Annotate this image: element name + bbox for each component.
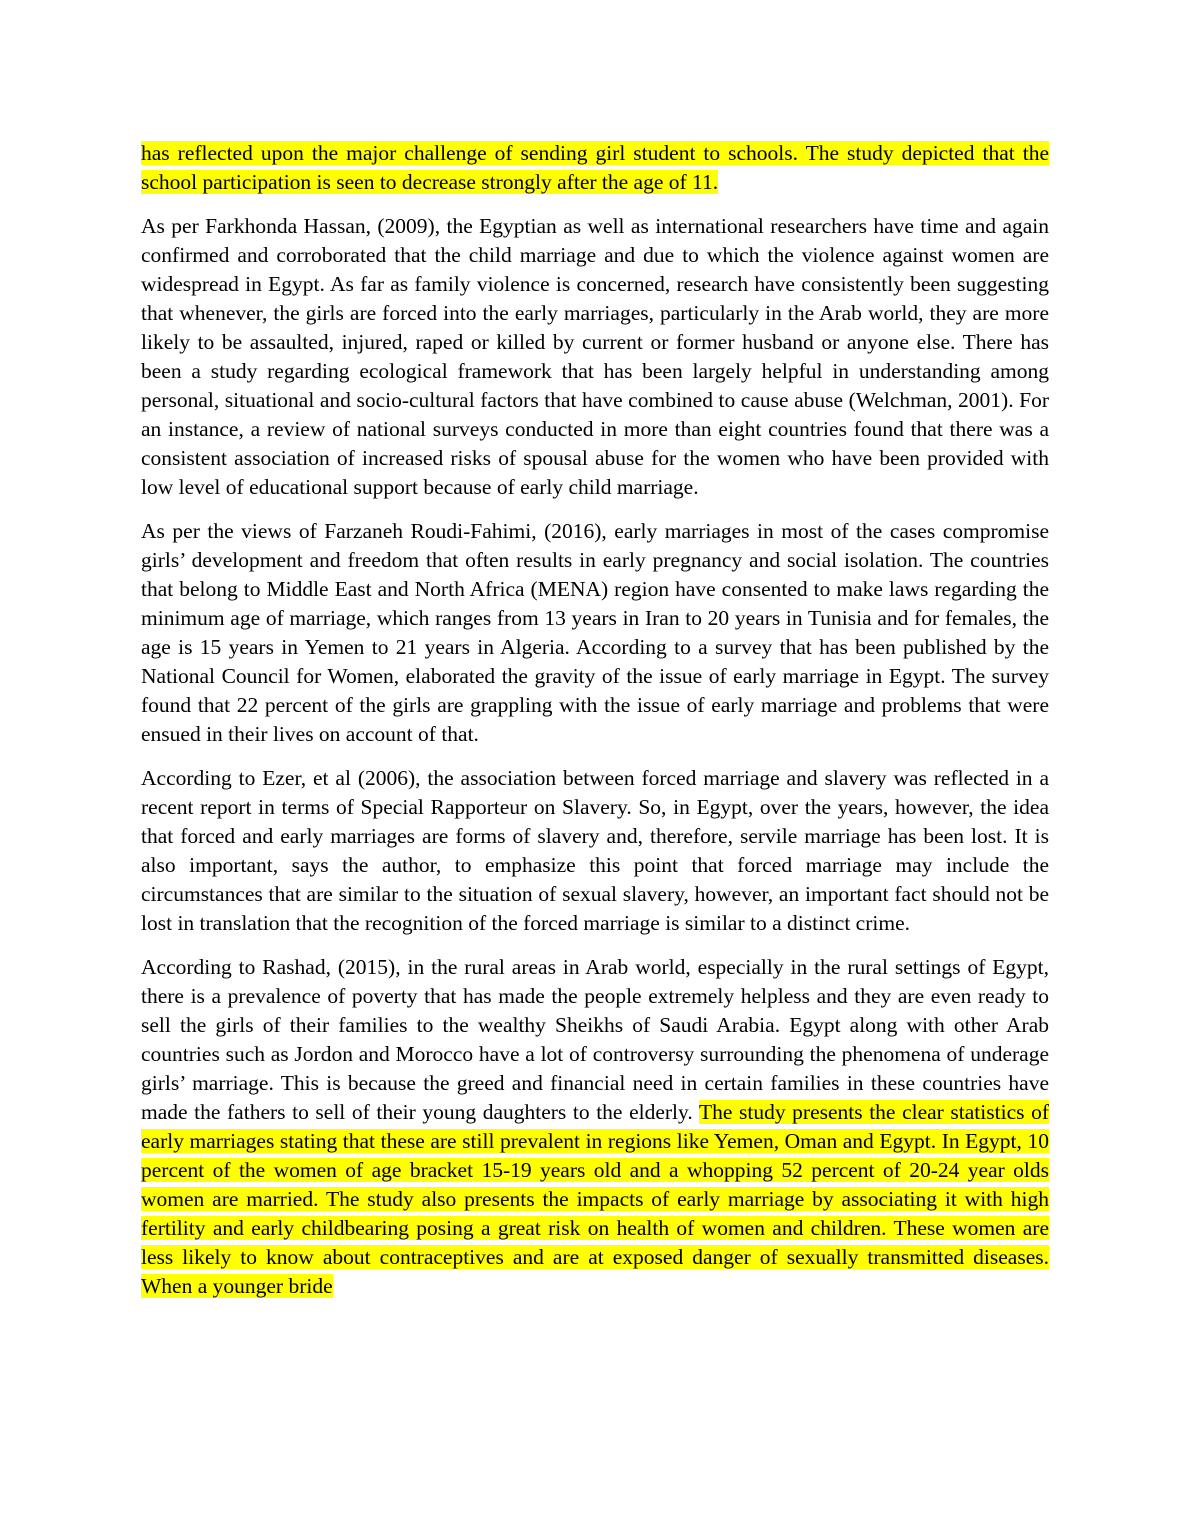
paragraph-3 bbox=[141, 517, 1049, 749]
document-page bbox=[141, 139, 1049, 1316]
highlighted-text: The study presents the clear statistics of early marriages stating that these are still prevalent in regions like Yemen, Oman and Egypt. In Egypt, 10 percent of the women of age bracket 15-19 years old and a whopping 52 percent of 20-24 year olds women are married. The study also presents the impacts of early marriage by associating it with high fertility and early childbearing posing a great risk on health of women and children. These women are less likely to know about contraceptives and are at exposed danger of sexually transmitted diseases. When a younger bride bbox=[141, 1100, 1049, 1298]
paragraph-5 bbox=[141, 953, 1049, 1301]
paragraph-text: As per the views of Farzaneh Roudi-Fahimi, (2016), early marriages in most of the cases compromise girls’ development and freedom that often results in early pregnancy and social isolation. The countries that belong to Middle East and North Africa (MENA) region have consented to make laws regarding the minimum age of marriage, which ranges from 13 years in Iran to 20 years in Tunisia and for females, the age is 15 years in Yemen to 21 years in Algeria. According to a survey that has been published by the National Council for Women, elaborated the gravity of the issue of early marriage in Egypt. The survey found that 22 percent of the girls are grappling with the issue of early marriage and problems that were ensued in their lives on account of that. bbox=[141, 519, 1049, 746]
paragraph-text: According to Ezer, et al (2006), the association between forced marriage and slavery was reflected in a recent report in terms of Special Rapporteur on Slavery. So, in Egypt, over the years, however, the idea that forced and early marriages are forms of slavery and, therefore, servile marriage has been lost. It is also important, says the author, to emphasize this point that forced marriage may include the circumstances that are similar to the situation of sexual slavery, however, an important fact should not be lost in translation that the recognition of the forced marriage is similar to a distinct crime. bbox=[141, 766, 1049, 935]
paragraph-text: According to Rashad, (2015), in the rural areas in Arab world, especially in the rural settings of Egypt, there is a prevalence of poverty that has made the people extremely helpless and they are even ready to sell the girls of their families to the wealthy Sheikhs of Saudi Arabia. Egypt along with other Arab countries such as Jordon and Morocco have a lot of controversy surrounding the phenomena of underage girls’ marriage. This is because the greed and financial need in certain families in these countries have made the fathers to sell of their young daughters to the elderly. bbox=[141, 955, 1049, 1124]
paragraph-1 bbox=[141, 139, 1049, 197]
highlighted-text: has reflected upon the major challenge of sending girl student to schools. The study depicted that the school participation is seen to decrease strongly after the age of 11. bbox=[141, 141, 1049, 194]
paragraph-4 bbox=[141, 764, 1049, 938]
paragraph-text: As per Farkhonda Hassan, (2009), the Egyptian as well as international researchers have time and again confirmed and corroborated that the child marriage and due to which the violence against women are widespread in Egypt. As far as family violence is concerned, research have consistently been suggesting that whenever, the girls are forced into the early marriages, particularly in the Arab world, they are more likely to be assaulted, injured, raped or killed by current or former husband or anyone else. There has been a study regarding ecological framework that has been largely helpful in understanding among personal, situational and socio-cultural factors that have combined to cause abuse (Welchman, 2001). For an instance, a review of national surveys conducted in more than eight countries found that there was a consistent association of increased risks of spousal abuse for the women who have been provided with low level of educational support because of early child marriage. bbox=[141, 214, 1049, 499]
paragraph-2 bbox=[141, 212, 1049, 502]
